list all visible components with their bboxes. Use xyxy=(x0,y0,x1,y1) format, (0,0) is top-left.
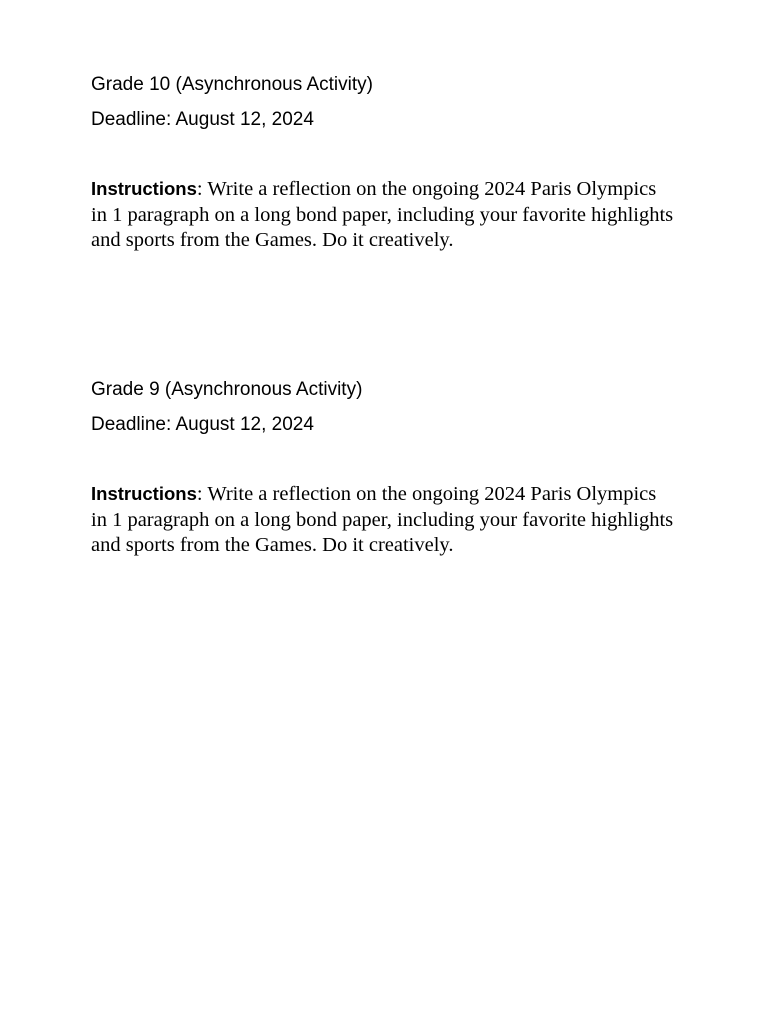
grade-9-instructions xyxy=(91,481,676,559)
grade-10-instructions-label: Instructions xyxy=(91,178,197,199)
grade-9-instructions-text: : Write a reflection on the ongoing 2024 Paris Olympics in 1 paragraph on a long bond paper, including your favorite highlights and sports from the Games. Do it creatively. xyxy=(91,483,674,556)
grade-9-deadline: Deadline: August 12, 2024 xyxy=(91,414,314,435)
grade-10-section xyxy=(91,73,691,274)
grade-10-deadline: Deadline: August 12, 2024 xyxy=(91,109,314,130)
grade-10-heading: Grade 10 (Asynchronous Activity) xyxy=(91,74,373,95)
grade-10-instructions xyxy=(91,176,676,254)
grade-10-instructions-text: : Write a reflection on the ongoing 2024 Paris Olympics in 1 paragraph on a long bond paper, including your favorite highlights and sports from the Games. Do it creatively. xyxy=(91,178,674,251)
grade-9-instructions-label: Instructions xyxy=(91,483,197,504)
grade-9-section xyxy=(91,378,691,579)
grade-9-heading: Grade 9 (Asynchronous Activity) xyxy=(91,379,363,400)
